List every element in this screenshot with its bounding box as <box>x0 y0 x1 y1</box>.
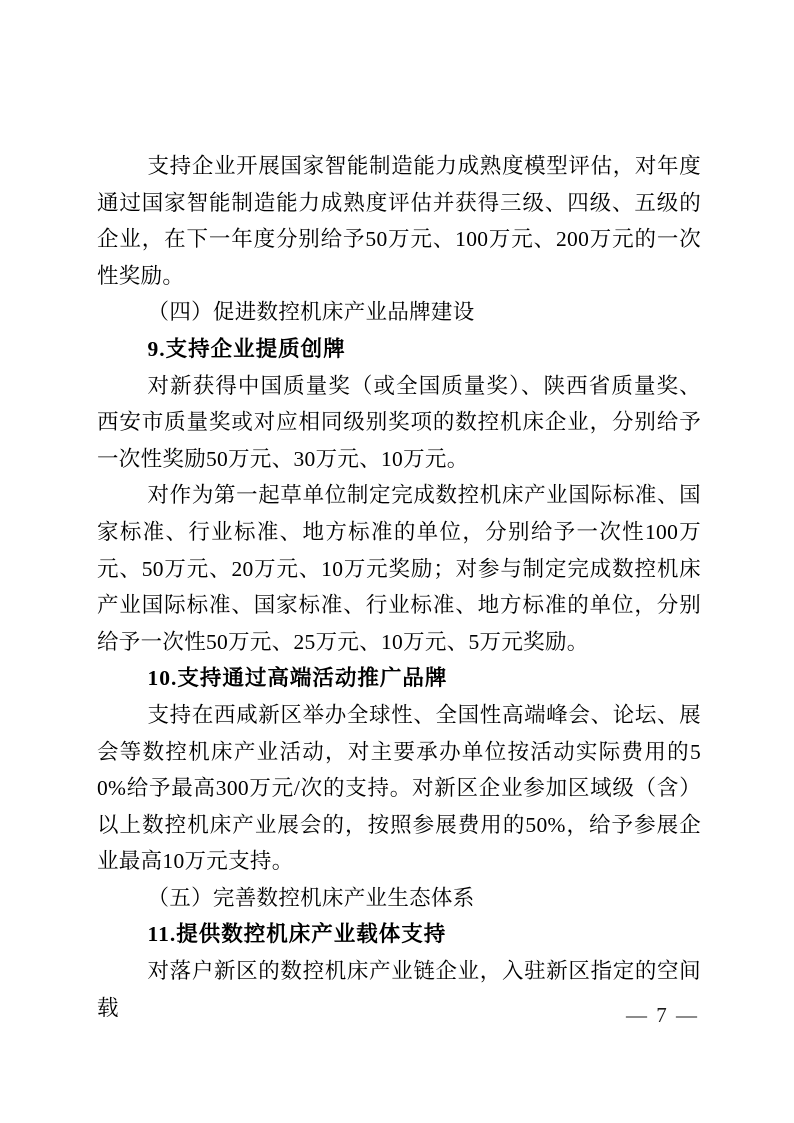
paragraph-events-exhibition-support: 支持在西咸新区举办全球性、全国性高端峰会、论坛、展会等数控机床产业活动，对主要承办单位按活动实际费用的50%给予最高300万元/次的支持。对新区企业参加区域级（含）以上数控机床产业展会的，按照参展费用的50%，给予参展企业最高10万元支持。 <box>97 702 701 874</box>
paragraph-standards-drafting-reward: 对作为第一起草单位制定完成数控机床产业国际标准、国家标准、行业标准、地方标准的单位，分别给予一次性100万元、50万元、20万元、10万元奖励；对参与制定完成数控机床产业国际标准、国家标准、行业标准、地方标准的单位，分别给予一次性50万元、25万元、10万元、5万元奖励。 <box>97 483 701 654</box>
heading-11-carrier-support: 11.提供数控机床产业载体支持 <box>147 922 447 947</box>
heading-9-quality-branding: 9.支持企业提质创牌 <box>147 336 346 361</box>
document-body <box>97 148 701 1026</box>
paragraph-quality-awards-reward: 对新获得中国质量奖（或全国质量奖）、陕西省质量奖、西安市质量奖或对应相同级别奖项的数控机床企业，分别给予一次性奖励50万元、30万元、10万元。 <box>97 373 701 471</box>
section-subheading-5-ecosystem: （五）完善数控机床产业生态体系 <box>147 885 475 910</box>
heading-10-high-end-events: 10.支持通过高端活动推广品牌 <box>147 666 448 691</box>
paragraph-smart-manufacturing-reward: 支持企业开展国家智能制造能力成熟度模型评估，对年度通过国家智能制造能力成熟度评估并获得三级、四级、五级的企业，在下一年度分别给予50万元、100万元、200万元的一次性奖励。 <box>97 154 701 288</box>
page-number: — 7 — <box>626 1003 699 1027</box>
paragraph-settlement-carrier-support: 对落户新区的数控机床产业链企业，入驻新区指定的空间载 <box>97 959 701 1020</box>
section-subheading-4-brand-building: （四）促进数控机床产业品牌建设 <box>147 300 475 325</box>
